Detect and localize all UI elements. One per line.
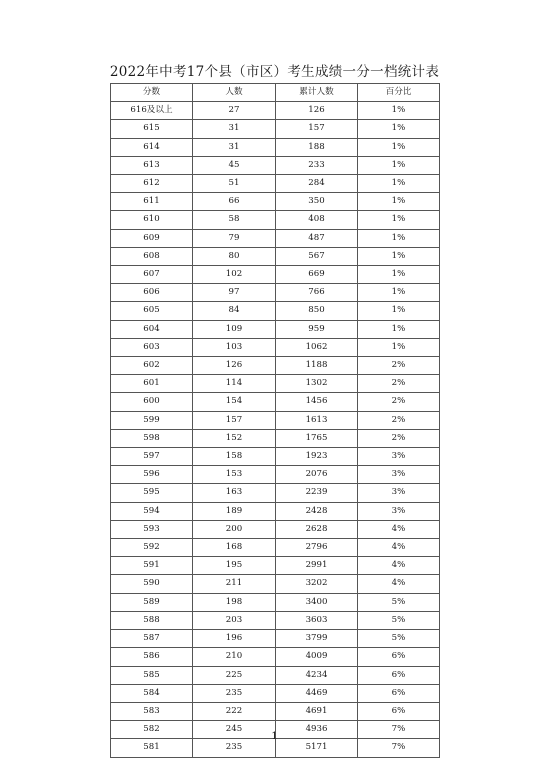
table-row — [111, 484, 440, 502]
cell-score: 591 — [111, 557, 193, 575]
cell-percent: 6% — [358, 702, 440, 720]
cell-count: 198 — [193, 593, 276, 611]
cell-percent: 7% — [358, 721, 440, 739]
cell-count: 27 — [193, 102, 276, 120]
table-row — [111, 593, 440, 611]
cell-percent: 1% — [358, 229, 440, 247]
cell-count: 80 — [193, 247, 276, 265]
table-row — [111, 357, 440, 375]
cell-score: 594 — [111, 502, 193, 520]
header-percent: 百分比 — [358, 84, 440, 102]
cell-score: 581 — [111, 739, 193, 757]
cell-percent: 7% — [358, 739, 440, 757]
cell-percent: 1% — [358, 302, 440, 320]
cell-count: 102 — [193, 266, 276, 284]
cell-cumulative: 2239 — [276, 484, 358, 502]
cell-cumulative: 233 — [276, 156, 358, 174]
cell-cumulative: 1062 — [276, 338, 358, 356]
cell-count: 84 — [193, 302, 276, 320]
cell-percent: 2% — [358, 393, 440, 411]
cell-cumulative: 350 — [276, 193, 358, 211]
cell-percent: 1% — [358, 247, 440, 265]
table-row — [111, 448, 440, 466]
cell-score: 610 — [111, 211, 193, 229]
cell-cumulative: 2991 — [276, 557, 358, 575]
cell-count: 168 — [193, 539, 276, 557]
cell-cumulative: 2076 — [276, 466, 358, 484]
cell-cumulative: 1188 — [276, 357, 358, 375]
cell-cumulative: 284 — [276, 175, 358, 193]
cell-percent: 4% — [358, 520, 440, 538]
cell-score: 589 — [111, 593, 193, 611]
cell-score: 613 — [111, 156, 193, 174]
table-row — [111, 247, 440, 265]
cell-count: 79 — [193, 229, 276, 247]
cell-count: 51 — [193, 175, 276, 193]
cell-percent: 5% — [358, 630, 440, 648]
table-row — [111, 156, 440, 174]
cell-percent: 2% — [358, 411, 440, 429]
cell-count: 103 — [193, 338, 276, 356]
cell-cumulative: 3400 — [276, 593, 358, 611]
cell-percent: 2% — [358, 375, 440, 393]
cell-score: 608 — [111, 247, 193, 265]
table-row — [111, 648, 440, 666]
cell-cumulative: 4936 — [276, 721, 358, 739]
cell-percent: 2% — [358, 357, 440, 375]
cell-score: 606 — [111, 284, 193, 302]
cell-cumulative: 126 — [276, 102, 358, 120]
cell-cumulative: 157 — [276, 120, 358, 138]
table-row — [111, 320, 440, 338]
cell-score: 597 — [111, 448, 193, 466]
cell-count: 109 — [193, 320, 276, 338]
cell-percent: 1% — [358, 193, 440, 211]
cell-percent: 4% — [358, 539, 440, 557]
cell-score: 598 — [111, 429, 193, 447]
table-row — [111, 193, 440, 211]
cell-percent: 1% — [358, 138, 440, 156]
cell-score: 586 — [111, 648, 193, 666]
cell-count: 196 — [193, 630, 276, 648]
table-row — [111, 502, 440, 520]
table-row — [111, 702, 440, 720]
table-row — [111, 266, 440, 284]
table-row — [111, 666, 440, 684]
cell-score: 611 — [111, 193, 193, 211]
cell-count: 158 — [193, 448, 276, 466]
cell-percent: 3% — [358, 502, 440, 520]
cell-cumulative: 1765 — [276, 429, 358, 447]
cell-score: 609 — [111, 229, 193, 247]
cell-percent: 1% — [358, 102, 440, 120]
table-row — [111, 520, 440, 538]
cell-percent: 6% — [358, 684, 440, 702]
cell-cumulative: 3603 — [276, 611, 358, 629]
cell-count: 235 — [193, 684, 276, 702]
cell-cumulative: 2428 — [276, 502, 358, 520]
table-row — [111, 557, 440, 575]
cell-count: 235 — [193, 739, 276, 757]
cell-cumulative: 5171 — [276, 739, 358, 757]
cell-count: 152 — [193, 429, 276, 447]
header-cumulative: 累计人数 — [276, 84, 358, 102]
cell-count: 189 — [193, 502, 276, 520]
cell-score: 583 — [111, 702, 193, 720]
cell-percent: 5% — [358, 611, 440, 629]
table-row — [111, 284, 440, 302]
cell-cumulative: 188 — [276, 138, 358, 156]
cell-percent: 1% — [358, 120, 440, 138]
cell-count: 31 — [193, 120, 276, 138]
table-row — [111, 102, 440, 120]
cell-score: 585 — [111, 666, 193, 684]
cell-count: 58 — [193, 211, 276, 229]
cell-count: 97 — [193, 284, 276, 302]
table-row — [111, 175, 440, 193]
cell-score: 605 — [111, 302, 193, 320]
cell-cumulative: 766 — [276, 284, 358, 302]
table-body — [111, 102, 440, 757]
cell-percent: 4% — [358, 575, 440, 593]
table-row — [111, 393, 440, 411]
cell-count: 126 — [193, 357, 276, 375]
cell-count: 154 — [193, 393, 276, 411]
cell-percent: 1% — [358, 284, 440, 302]
cell-cumulative: 2628 — [276, 520, 358, 538]
table-row — [111, 338, 440, 356]
cell-score: 601 — [111, 375, 193, 393]
table-row — [111, 211, 440, 229]
cell-percent: 3% — [358, 448, 440, 466]
table-row — [111, 375, 440, 393]
cell-score: 616及以上 — [111, 102, 193, 120]
cell-cumulative: 959 — [276, 320, 358, 338]
table-header-row — [111, 84, 440, 102]
table-row — [111, 429, 440, 447]
cell-percent: 1% — [358, 211, 440, 229]
table-row — [111, 575, 440, 593]
cell-count: 163 — [193, 484, 276, 502]
cell-percent: 6% — [358, 666, 440, 684]
cell-score: 614 — [111, 138, 193, 156]
cell-count: 200 — [193, 520, 276, 538]
cell-cumulative: 1613 — [276, 411, 358, 429]
cell-cumulative: 3799 — [276, 630, 358, 648]
cell-cumulative: 4469 — [276, 684, 358, 702]
cell-percent: 1% — [358, 156, 440, 174]
cell-score: 604 — [111, 320, 193, 338]
cell-count: 45 — [193, 156, 276, 174]
table-row — [111, 138, 440, 156]
cell-score: 600 — [111, 393, 193, 411]
cell-percent: 1% — [358, 175, 440, 193]
cell-cumulative: 1456 — [276, 393, 358, 411]
header-score: 分数 — [111, 84, 193, 102]
cell-count: 211 — [193, 575, 276, 593]
cell-score: 593 — [111, 520, 193, 538]
cell-score: 615 — [111, 120, 193, 138]
cell-percent: 4% — [358, 557, 440, 575]
cell-score: 592 — [111, 539, 193, 557]
cell-count: 222 — [193, 702, 276, 720]
table-row — [111, 611, 440, 629]
table-row — [111, 630, 440, 648]
cell-percent: 5% — [358, 593, 440, 611]
cell-percent: 1% — [358, 266, 440, 284]
cell-count: 153 — [193, 466, 276, 484]
cell-cumulative: 567 — [276, 247, 358, 265]
cell-score: 588 — [111, 611, 193, 629]
page-number: 1 — [271, 731, 278, 742]
cell-score: 603 — [111, 338, 193, 356]
cell-cumulative: 1923 — [276, 448, 358, 466]
cell-percent: 1% — [358, 320, 440, 338]
cell-cumulative: 4234 — [276, 666, 358, 684]
table-row — [111, 120, 440, 138]
cell-count: 157 — [193, 411, 276, 429]
cell-count: 195 — [193, 557, 276, 575]
cell-count: 245 — [193, 721, 276, 739]
cell-percent: 1% — [358, 338, 440, 356]
cell-score: 599 — [111, 411, 193, 429]
cell-count: 210 — [193, 648, 276, 666]
cell-cumulative: 4691 — [276, 702, 358, 720]
cell-score: 602 — [111, 357, 193, 375]
cell-percent: 3% — [358, 466, 440, 484]
score-distribution-table — [110, 83, 440, 758]
cell-score: 595 — [111, 484, 193, 502]
cell-cumulative: 850 — [276, 302, 358, 320]
cell-score: 590 — [111, 575, 193, 593]
cell-cumulative: 669 — [276, 266, 358, 284]
cell-percent: 3% — [358, 484, 440, 502]
page-title: 2022年中考17个县（市区）考生成绩一分一档统计表 — [109, 64, 440, 80]
cell-cumulative: 487 — [276, 229, 358, 247]
cell-cumulative: 4009 — [276, 648, 358, 666]
cell-score: 584 — [111, 684, 193, 702]
cell-score: 587 — [111, 630, 193, 648]
cell-cumulative: 2796 — [276, 539, 358, 557]
cell-cumulative: 3202 — [276, 575, 358, 593]
cell-percent: 6% — [358, 648, 440, 666]
cell-score: 612 — [111, 175, 193, 193]
cell-count: 31 — [193, 138, 276, 156]
table-row — [111, 466, 440, 484]
cell-count: 66 — [193, 193, 276, 211]
cell-count: 114 — [193, 375, 276, 393]
cell-count: 225 — [193, 666, 276, 684]
cell-cumulative: 1302 — [276, 375, 358, 393]
cell-score: 596 — [111, 466, 193, 484]
table-row — [111, 411, 440, 429]
cell-score: 582 — [111, 721, 193, 739]
cell-cumulative: 408 — [276, 211, 358, 229]
cell-count: 203 — [193, 611, 276, 629]
table-row — [111, 229, 440, 247]
cell-percent: 2% — [358, 429, 440, 447]
table-row — [111, 684, 440, 702]
cell-score: 607 — [111, 266, 193, 284]
table-row — [111, 539, 440, 557]
table-row — [111, 302, 440, 320]
header-count: 人数 — [193, 84, 276, 102]
